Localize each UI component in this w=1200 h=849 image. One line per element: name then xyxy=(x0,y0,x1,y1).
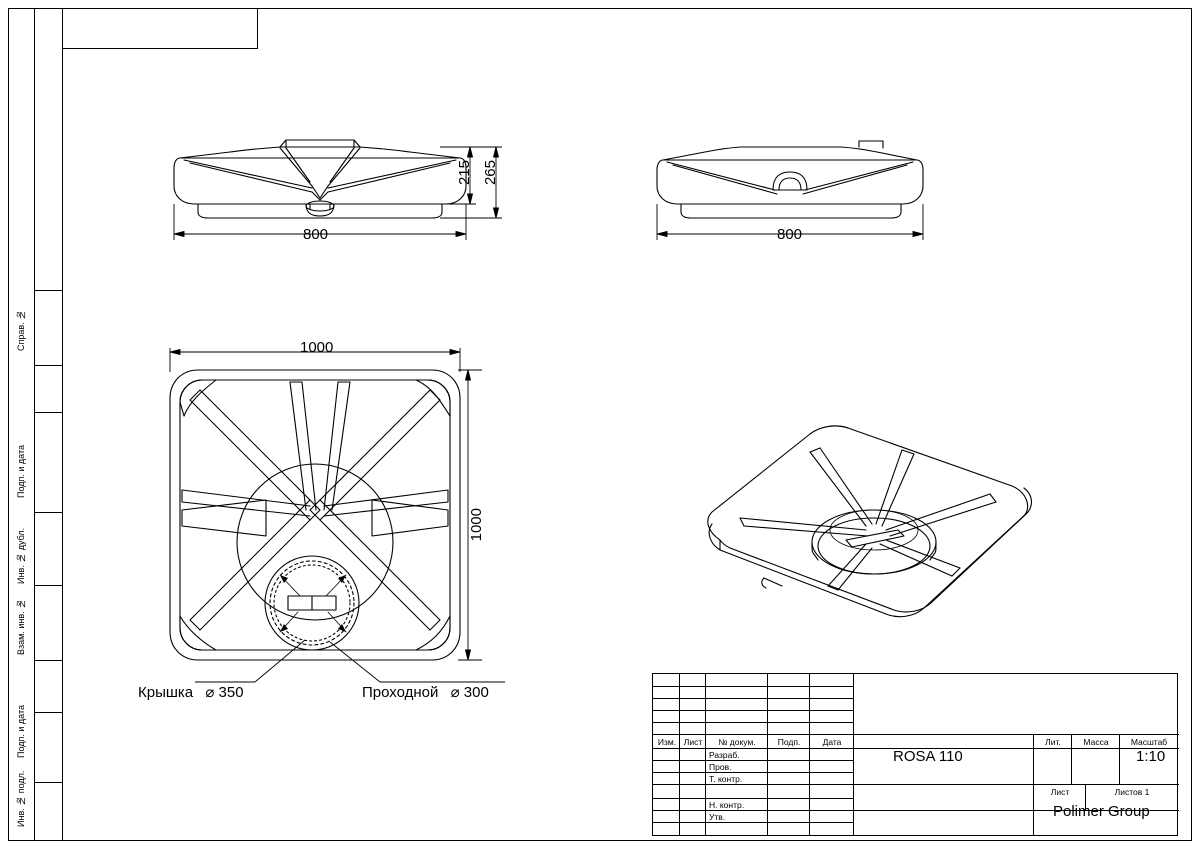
tb-vrule xyxy=(679,674,680,835)
callout-pass-diameter: ⌀ 300 xyxy=(450,684,489,701)
frame-left-inner xyxy=(62,8,63,841)
side-width-value: 800 xyxy=(777,226,803,243)
margin-column-divider xyxy=(34,8,35,841)
margin-tick xyxy=(34,712,62,713)
margin-label-inv-podl: Инв. № подл. xyxy=(16,770,26,828)
frame-area-top xyxy=(62,48,258,49)
plan-callout-leaders xyxy=(195,620,505,690)
tb-role-prov: Пров. xyxy=(709,762,732,772)
company-name: Polimer Group xyxy=(1053,803,1150,820)
tb-vrule xyxy=(1119,734,1120,784)
front-height-dimensions xyxy=(440,130,520,240)
callout-lid-label: Крышка xyxy=(138,684,194,701)
margin-tick xyxy=(34,512,62,513)
front-height-inner-value: 215 xyxy=(456,160,473,186)
title-block xyxy=(652,673,1178,836)
tb-role-utv: Утв. xyxy=(709,812,726,822)
tb-role-nkontr: Н. контр. xyxy=(709,800,745,810)
margin-label-podp-data-2: Подп. и дата xyxy=(16,704,26,758)
drawing-scale: 1:10 xyxy=(1136,748,1166,765)
tb-header-lit: Лит. xyxy=(1045,737,1061,747)
tb-header-podp: Подп. xyxy=(777,737,801,747)
tb-header-massa: Масса xyxy=(1083,737,1109,747)
tb-role-tkontr: Т. контр. xyxy=(709,774,743,784)
margin-tick xyxy=(34,290,62,291)
margin-label-sprav: Справ. № xyxy=(16,309,26,351)
frame-area-top-right xyxy=(257,8,258,49)
frame-right-outer xyxy=(1191,8,1192,841)
isometric-view xyxy=(660,390,1080,650)
callout-lid xyxy=(138,683,244,701)
tb-rule xyxy=(653,722,853,723)
margin-tick xyxy=(34,660,62,661)
margin-tick xyxy=(34,585,62,586)
tb-header-masshtab: Масштаб xyxy=(1130,737,1168,747)
drawing-title: ROSA 110 xyxy=(893,748,963,765)
tb-header-sheet: Лист xyxy=(1050,787,1070,797)
front-height-outer-value: 265 xyxy=(482,160,499,186)
margin-tick xyxy=(34,412,62,413)
tb-header-list: Лист xyxy=(683,737,703,747)
tb-rule xyxy=(653,686,853,687)
top-height-value: 1000 xyxy=(468,508,485,542)
frame-bottom-outer xyxy=(8,840,1192,841)
tb-rule xyxy=(653,798,853,799)
tb-header-doc-no: № докум. xyxy=(718,737,756,747)
margin-label-vzam-inv: Взам. инв. № xyxy=(16,598,26,656)
callout-lid-diameter: ⌀ 350 xyxy=(205,684,244,701)
frame-top-outer xyxy=(8,8,1192,9)
tb-header-data: Дата xyxy=(822,737,842,747)
margin-tick xyxy=(34,365,62,366)
margin-label-podp-data-1: Подп. и дата xyxy=(16,444,26,498)
callout-pass-label: Проходной xyxy=(362,684,439,701)
frame-left-outer xyxy=(8,8,9,841)
tb-rule xyxy=(653,772,853,773)
tb-rule xyxy=(653,734,1179,735)
tb-vrule xyxy=(705,674,706,835)
top-width-value: 1000 xyxy=(300,339,334,356)
tb-rule xyxy=(653,710,853,711)
margin-tick xyxy=(34,782,62,783)
tb-role-razrab: Разраб. xyxy=(709,750,740,760)
tb-header-izm: Изм. xyxy=(657,737,677,747)
tb-vrule xyxy=(1071,734,1072,784)
tb-vrule xyxy=(853,674,854,835)
margin-label-inv-dubl: Инв. № дубл. xyxy=(16,527,26,585)
tb-rule xyxy=(653,760,853,761)
callout-pass xyxy=(362,683,489,701)
tb-vrule xyxy=(767,674,768,835)
tb-vrule xyxy=(1033,784,1179,785)
tb-rule xyxy=(653,698,853,699)
tb-rule xyxy=(653,822,853,823)
front-width-value: 800 xyxy=(303,226,329,243)
tb-vrule xyxy=(809,674,810,835)
tb-header-sheets: Листов 1 xyxy=(1114,787,1150,797)
